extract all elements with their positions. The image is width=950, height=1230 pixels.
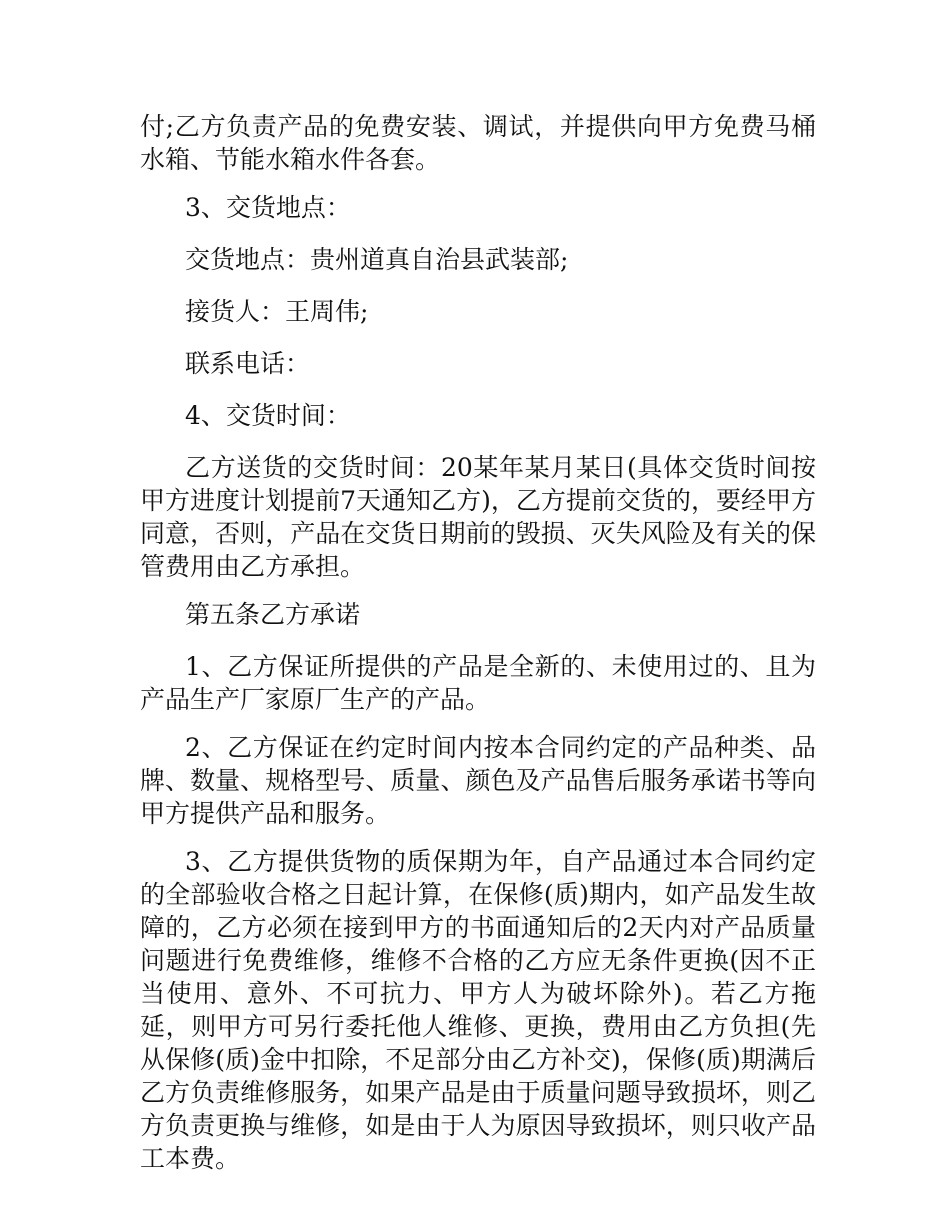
paragraph-continuation: 付;乙方负责产品的免费安装、调试，并提供向甲方免费马桶水箱、节能水箱水件各套。: [140, 112, 816, 174]
article-five-heading: 第五条乙方承诺: [185, 600, 361, 629]
receiver-line: 接货人：王周伟;: [185, 297, 369, 326]
document-body: [140, 110, 816, 1190]
promise-item-3: 3、乙方提供货物的质保期为年，自产品通过本合同约定的全部验收合格之日起计算，在保修(质)期内，如产品发生故障的，乙方必须在接到甲方的书面通知后的2天内对产品质量问题进行免费维修，维修不合格的乙方应无条件更换(因不正当使用、意外、不可抗力、甲方人为破坏除外)。若乙方拖延，则甲方可另行委托他人维修、更换，费用由乙方负担(先从保修(质)金中扣除，不足部分由乙方补交)，保修(质)期满后乙方负责维修服务，如果产品是由于质量问题导致损坏，则乙方负责更换与维修，如是由于人为原因导致损坏，则只收产品工本费。: [140, 847, 816, 1173]
delivery-time-paragraph: 乙方送货的交货时间：20某年某月某日(具体交货时间按甲方进度计划提前7天通知乙方)，乙方提前交货的，要经甲方同意，否则，产品在交货日期前的毁损、灭失风险及有关的保管费用由乙方承担。: [140, 453, 816, 581]
delivery-location-line: 交货地点：贵州道真自治县武装部;: [185, 245, 569, 274]
promise-item-1: 1、乙方保证所提供的产品是全新的、未使用过的、且为产品生产厂家原厂生产的产品。: [140, 652, 816, 714]
heading-delivery-time: 4、交货时间：: [185, 401, 351, 430]
promise-item-2: 2、乙方保证在约定时间内按本合同约定的产品种类、品牌、数量、规格型号、质量、颜色及产品售后服务承诺书等向甲方提供产品和服务。: [140, 733, 816, 828]
heading-delivery-location: 3、交货地点：: [185, 193, 351, 222]
phone-line: 联系电话：: [185, 349, 311, 378]
